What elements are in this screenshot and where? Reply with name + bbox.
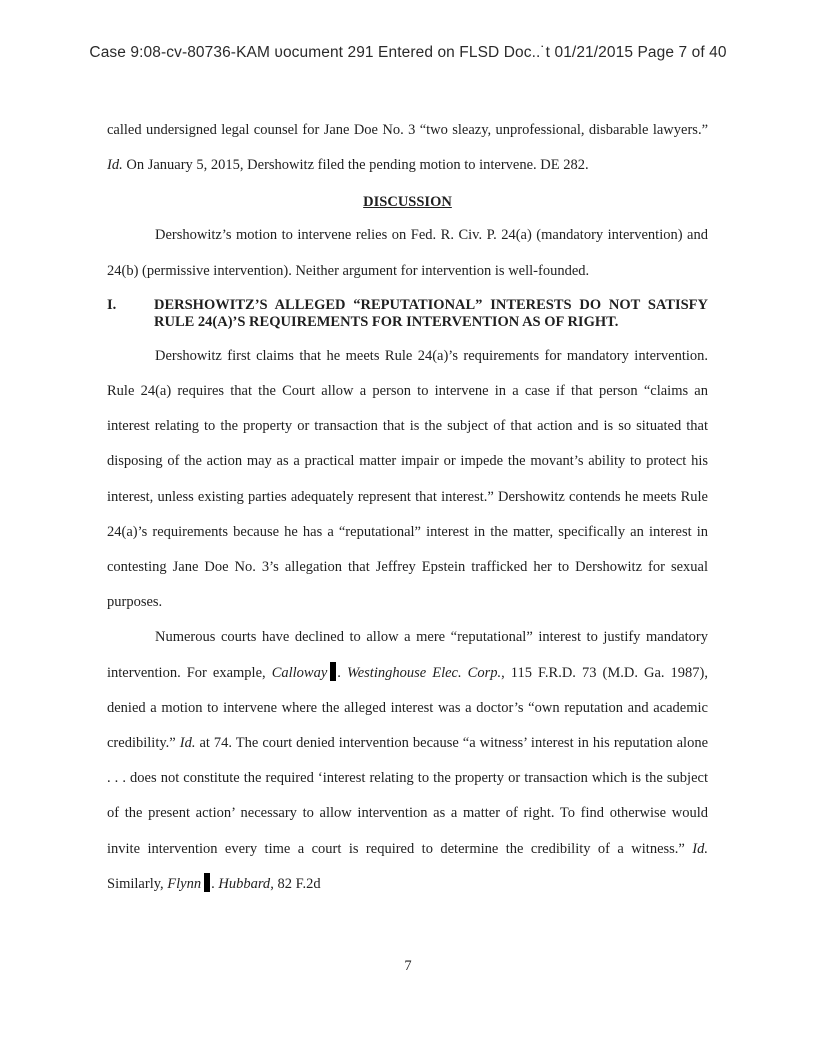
id-citation: Id.: [692, 840, 708, 857]
paragraph-1-end: On January 5, 2015, Dershowitz filed the pending motion to intervene. DE 282.: [122, 157, 589, 174]
paragraph-4-similarly: Similarly,: [107, 875, 168, 892]
id-citation: Id.: [107, 157, 123, 174]
section-number: I.: [107, 296, 117, 313]
section-heading-i: [107, 297, 708, 331]
case-citation-calloway: Calloway: [271, 664, 328, 681]
redaction-bar: [330, 662, 336, 681]
paragraph-4-quote: at 74. The court denied intervention because “a witness’ interest in his reputation alone . . . does not constitute the required ‘interest relating to the property or transaction which is the subject of the present action’ necessary to allow intervention as a matter of right. To find otherwise would invite intervention every time a court is required to determine the credibility of a witness.”: [107, 735, 709, 857]
paragraph-4-intro: Numerous courts have declined to allow a mere “reputational” interest to justify mandatory intervention. For example,: [107, 629, 708, 681]
case-citation-hubbard: Hubbard: [218, 875, 271, 892]
document-body: [107, 113, 708, 902]
discussion-heading: DISCUSSION: [363, 194, 452, 211]
paragraph-4-end: , 82 F.2d: [270, 875, 321, 892]
section-title: DERSHOWITZ’S ALLEGED “REPUTATIONAL” INTERESTS DO NOT SATISFY RULE 24(A)’S REQUIREMENTS FOR INTERVENTION AS OF RIGHT.: [154, 296, 708, 330]
paragraph-1-text: called undersigned legal counsel for Jane Doe No. 3 “two sleazy, unprofessional, disbarable lawyers.”: [107, 122, 708, 138]
paragraph-3: Dershowitz first claims that he meets Rule 24(a)’s requirements for mandatory intervention. Rule 24(a) requires that the Court allow a person to intervene in a case if that person “claims an interest relating to the property or transaction that is the subject of that action and is so situated that disposing of the action may as a practical matter impair or impede the movant’s ability to protect his interest, unless existing parties adequately represent that interest.” Dershowitz contends he meets Rule 24(a)’s requirements because he has a “reputational” interest in the matter, specifically an interest in contesting Jane Doe No. 3’s allegation that Jeffrey Epstein trafficked her to Dershowitz for sexual purposes.: [107, 347, 708, 611]
paragraph-4: Numerous courts have declined to allow a mere “reputational” interest to justify mandatory intervention. For example, Calloway . Westinghouse Elec. Corp., 115 F.R.D. 73 (M.D. Ga. 1987), denied a motion to intervene where the alleged interest was a doctor’s “own reputation and academic credibility.” Id. at 74. The court denied intervention because “a witness’ interest in his reputation alone . . . does not constitute the required ‘interest relating to the property or transaction which is the subject of the present action’ necessary to allow intervention as a matter of right. To find otherwise would invite intervention every time a court is required to determine the credibility of a witness.” Id. Similarly, Flynn . Hubbard, 82 F.2d: [107, 629, 709, 892]
case-citation-westinghouse: Westinghouse Elec. Corp.: [346, 664, 502, 681]
case-citation-flynn: Flynn: [167, 875, 202, 892]
paragraph-1: [107, 113, 708, 183]
paragraph-2: Dershowitz’s motion to intervene relies on Fed. R. Civ. P. 24(a) (mandatory intervention) and 24(b) (permissive intervention). Neither argument for intervention is well-founded.: [107, 227, 708, 279]
redaction-bar: [204, 873, 210, 892]
id-citation: Id.: [179, 735, 196, 752]
paragraph-4-cite: , 115 F.R.D. 73 (M.D. Ga. 1987), denied a motion to intervene where the alleged interest was a doctor’s “own reputation and academic credibility.”: [107, 664, 709, 752]
case-header: Case 9:08-cv-80736-KAM υocument 291 Entered on FLSD Doc..˙t 01/21/2015 Page 7 of 40: [89, 44, 727, 61]
page-number: 7: [404, 958, 412, 974]
